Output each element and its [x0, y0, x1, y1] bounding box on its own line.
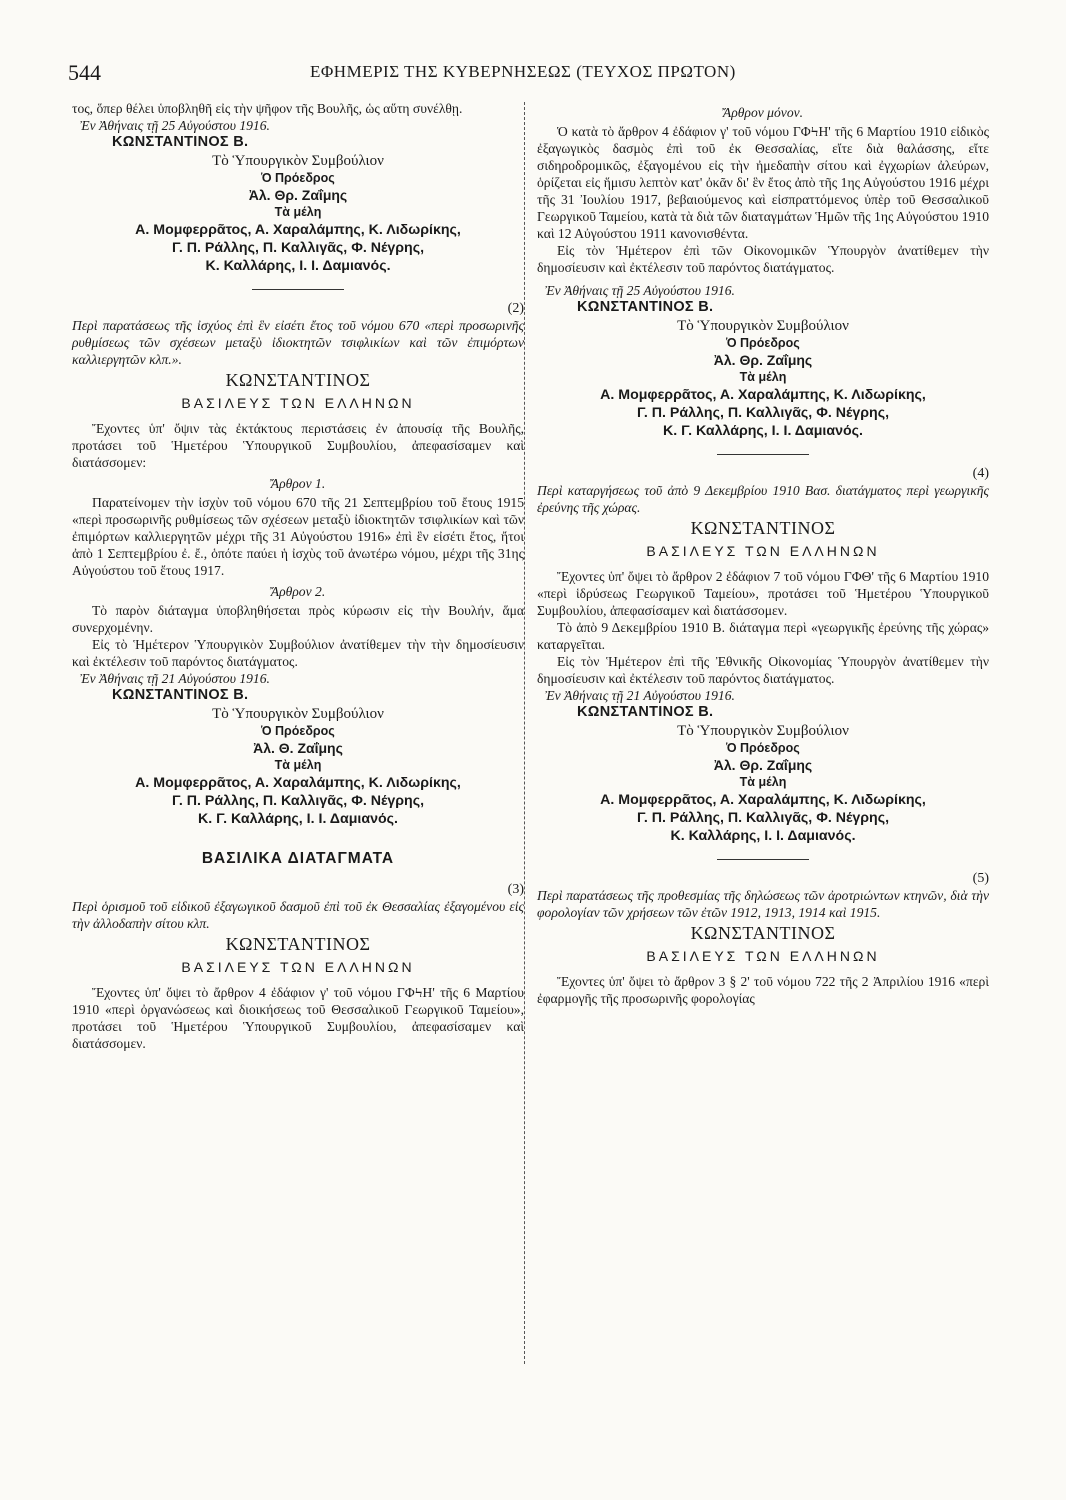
continuation-text: τος, ὅπερ θέλει ὑποβληθῆ εἰς τὴν ψῆφον τῆς Βουλῆς, ὡς αὕτη συνέλθῃ.: [72, 101, 463, 116]
article-text: Παρατείνομεν τὴν ἰσχὺν τοῦ νόμου 670 τῆς 21 Σεπτεμβρίου τοῦ ἔτους 1915 «περὶ προσωρινῆς ρυθμίσεως τῶν σχέσεων μεταξὺ ἰδιοκτητῶν τσιφλικίων καὶ τῶν ἐπιμόρτων καλλιεργητῶν μέχρι τῆς 31 Αὐγούστου 1916» ἐπὶ ἓν εἰσέτι ἔτος, ἤτοι ἀπὸ 1 Σεπτεμβρίου ἐ. ἔ., ὁπότε παύει ἡ ἰσχὺς τοῦ ἀνωτέρω νόμου, μέχρι τῆς 31ης Αὐγούστου τοῦ ἔτους 1917.: [72, 495, 524, 578]
members-line: Γ. Π. Ράλλης, Π. Καλλιγᾶς, Φ. Νέγρης,: [171, 793, 425, 809]
article-heading: Ἄρθρον μόνον.: [722, 105, 804, 120]
column-divider: [524, 102, 525, 1364]
members-line: Γ. Π. Ράλλης, Π. Καλλιγᾶς, Φ. Νέγρης,: [636, 405, 890, 421]
article-text: Τὸ ἀπὸ 9 Δεκεμβρίου 1910 Β. διάταγμα περὶ «γεωργικῆς ἐρεύνης τῆς χώρας» καταργεῖται.: [537, 620, 989, 652]
king-name: ΚΩΝΣΤΑΝΤΙΝΟΣ: [690, 518, 836, 538]
preamble: Ἔχοντες ὑπ' ὄψει τὸ ἄρθρον 3 § 2' τοῦ νόμου 722 τῆς 2 Ἀπριλίου 1916 «περὶ ἐφαρμογῆς τῆς προσωρινῆς φορολογίας: [537, 974, 989, 1006]
members-line: Α. Μομφερρᾶτος, Α. Χαραλάμπης, Κ. Λιδωρίκης,: [135, 222, 461, 238]
king-name: ΚΩΝΣΤΑΝΤΙΝΟΣ: [225, 370, 371, 390]
members-line: Κ. Καλλάρης, Ι. Ι. Δαμιανός.: [205, 258, 391, 274]
date-line: Ἐν Ἀθήναις τῇ 21 Αὐγούστου 1916.: [80, 671, 270, 686]
running-title: ΕΦΗΜΕΡΙΣ ΤΗΣ ΚΥΒΕΡΝΗΣΕΩΣ (ΤΕΥΧΟΣ ΠΡΩΤΟΝ): [310, 62, 736, 81]
decree-number: (5): [972, 871, 989, 886]
article-heading: Ἄρθρον 1.: [270, 476, 326, 491]
king-title: ΒΑΣΙΛΕΥΣ ΤΩΝ ΕΛΛΗΝΩΝ: [646, 543, 880, 559]
preamble: Ἔχοντες ὑπ' ὄψει τὸ ἄρθρον 4 ἐδάφιον γ' τοῦ νόμου ΓΦϞΗ' τῆς 6 Μαρτίου 1910 «περὶ ὀργανώσεως καὶ διοικήσεως τοῦ Θεσσαλικοῦ Γεωργικοῦ Ταμείου», προτάσει τοῦ Ἡμετέρου Ὑπουργικοῦ Συμβουλίου, ἀπεφασίσαμεν καὶ διατάσσομεν.: [72, 985, 524, 1051]
king-signature: ΚΩΝΣΤΑΝΤΙΝΟΣ Β.: [577, 704, 714, 720]
members-label: Τὰ μέλη: [274, 205, 322, 219]
president-name: Ἀλ. Θρ. Ζαΐμης: [713, 757, 813, 773]
date-line: Ἐν Ἀθήναις τῇ 25 Αὐγούστου 1916.: [545, 283, 735, 298]
decree-title: Περὶ παρατάσεως τῆς ἰσχύος ἐπὶ ἓν εἰσέτι ἔτος τοῦ νόμου 670 «περὶ προσωρινῆς ρυθμίσεως τῶν σχέσεων μεταξὺ ἰδιοκτητῶν τσιφλικίων καὶ τῶν ἐπιμόρτων καλλιεργητῶν κλπ.».: [72, 318, 524, 367]
king-signature: ΚΩΝΣΤΑΝΤΙΝΟΣ Β.: [112, 134, 249, 150]
members-label: Τὰ μέλη: [274, 758, 322, 772]
president-label: Ὁ Πρόεδρος: [261, 724, 335, 738]
right-column: [537, 100, 989, 1007]
decree-number: (3): [507, 882, 524, 897]
article-text: Εἰς τὸν Ἡμέτερον ἐπὶ τῶν Οἰκονομικῶν Ὑπουργὸν ἀνατίθεμεν τὴν δημοσίευσιν καὶ ἐκτέλεσιν τοῦ παρόντος διατάγματος.: [537, 243, 989, 275]
president-label: Ὁ Πρόεδρος: [726, 336, 800, 350]
article-heading: Ἄρθρον 2.: [270, 584, 326, 599]
page-header: [0, 58, 1066, 88]
council-label: Τὸ Ὑπουργικὸν Συμβούλιον: [212, 153, 384, 169]
king-name: ΚΩΝΣΤΑΝΤΙΝΟΣ: [690, 923, 836, 943]
king-signature: ΚΩΝΣΤΑΝΤΙΝΟΣ Β.: [112, 687, 249, 703]
decree-title: Περὶ ὁρισμοῦ τοῦ εἰδικοῦ ἐξαγωγικοῦ δασμοῦ ἐπὶ τοῦ ἐκ Θεσσαλίας ἐξαγομένου εἰς τὴν ἀλλοδαπὴν σίτου κλπ.: [72, 899, 524, 931]
members-line: Α. Μομφερρᾶτος, Α. Χαραλάμπης, Κ. Λιδωρίκης,: [135, 775, 461, 791]
decree-title: Περὶ καταργήσεως τοῦ ἀπὸ 9 Δεκεμβρίου 1910 Βασ. διατάγματος περὶ γεωργικῆς ἐρεύνης τῆς χώρας.: [537, 483, 989, 515]
decree-title: Περὶ παρατάσεως τῆς προθεσμίας τῆς δηλώσεως τῶν ἀροτριώντων κτηνῶν, διὰ τὴν φορολογίαν τῶν χρήσεων τῶν ἐτῶν 1912, 1913, 1914 καὶ 1915.: [537, 888, 989, 920]
members-line: Κ. Γ. Καλλάρης, Ι. Ι. Δαμιανός.: [198, 811, 398, 827]
preamble: Ἔχοντες ὑπ' ὄψει τὸ ἄρθρον 2 ἐδάφιον 7 τοῦ νόμου ΓΦΘ' τῆς 6 Μαρτίου 1910 «περὶ ἱδρύσεως Γεωργικοῦ Ταμείου», προτάσει τοῦ Ἡμετέρου Ὑπουργικοῦ Συμβουλίου, ἀπεφασίσαμεν καὶ διατάσσομεν.: [537, 569, 989, 618]
article-text: Ὁ κατὰ τὸ ἄρθρον 4 ἐδάφιον γ' τοῦ νόμου ΓΦϞΗ' τῆς 6 Μαρτίου 1910 εἰδικὸς ἐξαγωγικὸς δασμὸς ἐπὶ τοῦ ἐκ Θεσσαλίας, εἴτε διὰ θαλάσσης, εἴτε σιδηροδρομικῶς, ἐξαγομένου εἰς τὴν ἠμεδαπὴν σίτου καὶ ἐγχωρίων ἀλεύρων, ὁρίζεται εἰς ἥμισυ λεπτὸν κατ' ὀκᾶν δι' ἓν ἔτος ἀπὸ τῆς 1ης Αὐγούστου 1916 μέχρι τῆς 31 Ἰουλίου 1917, βεβαιούμενος καὶ εἰσπραττόμενος ὑπὲρ τοῦ Θεσσαλικοῦ Γεωργικοῦ Ταμείου, κατὰ τὰ διὰ τῶν διαταγμάτων Ἡμῶν τῆς 1ης Αὐγούστου 1910 καὶ 12 Αὐγούστου 1911 κανονισθέντα.: [537, 124, 989, 241]
king-title: ΒΑΣΙΛΕΥΣ ΤΩΝ ΕΛΛΗΝΩΝ: [646, 948, 880, 964]
council-label: Τὸ Ὑπουργικὸν Συμβούλιον: [677, 318, 849, 334]
king-signature: ΚΩΝΣΤΑΝΤΙΝΟΣ Β.: [577, 299, 714, 315]
members-line: Γ. Π. Ράλλης, Π. Καλλιγᾶς, Φ. Νέγρης,: [636, 810, 890, 826]
members-line: Α. Μομφερρᾶτος, Α. Χαραλάμπης, Κ. Λιδωρίκης,: [600, 792, 926, 808]
page-number: 544: [68, 60, 101, 85]
king-title: ΒΑΣΙΛΕΥΣ ΤΩΝ ΕΛΛΗΝΩΝ: [181, 959, 415, 975]
decree-number: (2): [507, 301, 524, 316]
left-column: [72, 100, 524, 1052]
preamble: Ἔχοντες ὑπ' ὄψιν τὰς ἐκτάκτους περιστάσεις ἐν ἀπουσίᾳ τῆς Βουλῆς, προτάσει τοῦ Ἡμετέρου Ὑπουργικοῦ Συμβουλίου, ἀπεφασίσαμεν καὶ διατάσσομεν:: [72, 421, 524, 470]
king-name: ΚΩΝΣΤΑΝΤΙΝΟΣ: [225, 934, 371, 954]
president-name: Ἀλ. Θρ. Ζαΐμης: [248, 187, 348, 203]
council-label: Τὸ Ὑπουργικὸν Συμβούλιον: [677, 723, 849, 739]
date-line: Ἐν Ἀθήναις τῇ 25 Αὐγούστου 1916.: [80, 118, 270, 133]
president-label: Ὁ Πρόεδρος: [261, 171, 335, 185]
members-line: Κ. Καλλάρης, Ι. Ι. Δαμιανός.: [670, 828, 856, 844]
separator-rule: [717, 454, 809, 455]
president-name: Ἀλ. Θρ. Ζαΐμης: [713, 352, 813, 368]
president-name: Ἀλ. Θ. Ζαΐμης: [253, 740, 343, 756]
separator-rule: [252, 289, 344, 290]
members-line: Α. Μομφερρᾶτος, Α. Χαραλάμπης, Κ. Λιδωρίκης,: [600, 387, 926, 403]
members-label: Τὰ μέλη: [739, 775, 787, 789]
date-line: Ἐν Ἀθήναις τῇ 21 Αὐγούστου 1916.: [545, 688, 735, 703]
members-label: Τὰ μέλη: [739, 370, 787, 384]
council-label: Τὸ Ὑπουργικὸν Συμβούλιον: [212, 706, 384, 722]
article-text: Εἰς τὸν Ἡμέτερον ἐπὶ τῆς Ἐθνικῆς Οἰκονομίας Ὑπουργὸν ἀνατίθεμεν τὴν δημοσίευσιν καὶ ἐκτέλεσιν τοῦ παρόντος διατάγματος.: [537, 654, 989, 686]
president-label: Ὁ Πρόεδρος: [726, 741, 800, 755]
decree-number: (4): [972, 466, 989, 481]
article-text: Εἰς τὸ Ἡμέτερον Ὑπουργικὸν Συμβούλιον ἀνατίθεμεν τὴν τὴν δημοσίευσιν καὶ ἐκτέλεσιν τοῦ παρόντος διατάγματος.: [72, 637, 524, 669]
king-title: ΒΑΣΙΛΕΥΣ ΤΩΝ ΕΛΛΗΝΩΝ: [181, 395, 415, 411]
members-line: Κ. Γ. Καλλάρης, Ι. Ι. Δαμιανός.: [663, 423, 863, 439]
article-text: Τὸ παρὸν διάταγμα ὑποβληθήσεται πρὸς κύρωσιν εἰς τὴν Βουλήν, ἅμα συνερχομένην.: [72, 603, 524, 635]
members-line: Γ. Π. Ράλλης, Π. Καλλιγᾶς, Φ. Νέγρης,: [171, 240, 425, 256]
section-title: ΒΑΣΙΛΙΚΑ ΔΙΑΤΑΓΜΑΤΑ: [201, 850, 395, 867]
separator-rule: [717, 859, 809, 860]
